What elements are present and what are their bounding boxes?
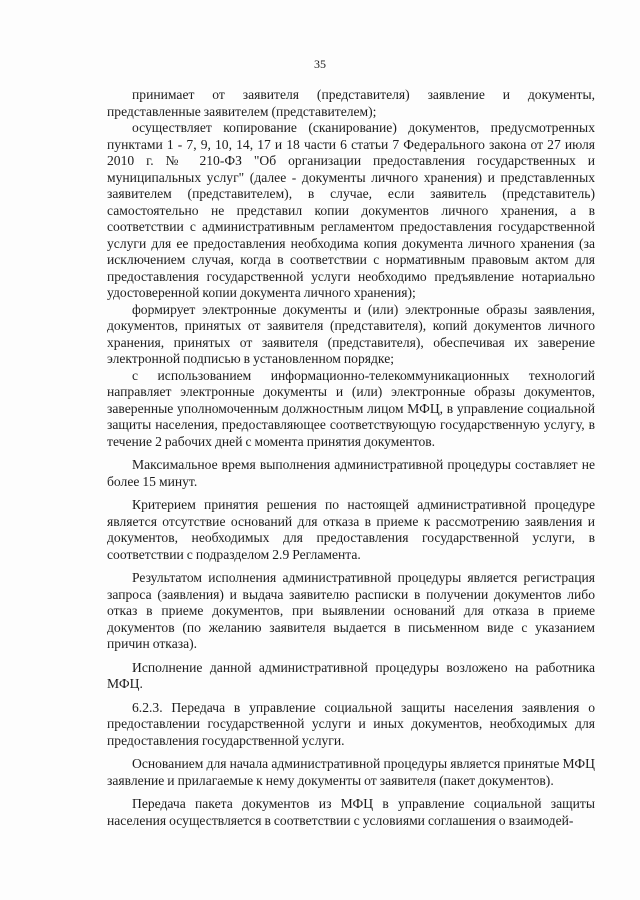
page-number: 35 <box>314 57 326 71</box>
paragraph-receives-documents: принимает от заявителя (представителя) заявление и документы, представленные заявителем (представителем); <box>107 87 595 119</box>
paragraph-decision-criterion: Критерием принятия решения по настоящей административной процедуре является отсутствие оснований для отказа в приеме к рассмотрению заявления и документов, необходимых для предоставления государственной услуги, в соответствии с подразделом 2.9 Регламента. <box>107 497 595 562</box>
paragraph-procedure-result: Результатом исполнения административной процедуры является регистрация запроса (заявления) и выдача заявителю расписки в получении документов либо отказ в приеме документов, при выявлении оснований для отказа в приеме документов (по желанию заявителя выдается в письменном виде с указанием причин отказа). <box>107 570 595 651</box>
paragraph-section-6-2-3: 6.2.3. Передача в управление социальной защиты населения заявления о предоставлении государственной услуги и иных документов, необходимых для предоставления государственной услуги. <box>107 699 595 748</box>
paragraph-responsible-worker: Исполнение данной административной процедуры возложено на работника МФЦ. <box>107 659 595 691</box>
paragraph-package-transfer: Передача пакета документов из МФЦ в управление социальной защиты населения осуществляется в соответствии с условиями соглашения о взаимодей- <box>107 796 595 828</box>
paragraph-sends-electronic-documents: с использованием информационно-телекоммуникационных технологий направляет электронные документы и (или) электронные образы документов, заверенные уполномоченным должностным лицом МФЦ, в управление социальной защиты населения, предоставляющее соответствующую государственную услугу, в течение 2 рабочих дней с момента принятия документов. <box>107 367 595 449</box>
document-body <box>107 87 595 829</box>
paragraph-forms-electronic-documents: формирует электронные документы и (или) электронные образы заявления, документов, принятых от заявителя (представителя), копий документов личного хранения, принятых от заявителя (представителя), обеспечивая их заверение электронной подписью в установленном порядке; <box>107 301 595 366</box>
paragraph-max-time: Максимальное время выполнения административной процедуры составляет не более 15 минут. <box>107 457 595 489</box>
paragraph-copying-documents: осуществляет копирование (сканирование) документов, предусмотренных пунктами 1 - 7, 9, 10, 14, 17 и 18 части 6 статьи 7 Федерального закона от 27 июля 2010 г. № 210-ФЗ "Об организации предоставления государственных и муниципальных услуг" (далее - документы личного хранения) и представленных заявителем (представителем), в случае, если заявитель (представитель) самостоятельно не представил копии документов личного хранения, а в соответствии с административным регламентом предоставления государственной услуги для ее предоставления необходима копия документа личного хранения (за исключением случая, когда в соответствии с нормативным правовым актом для предоставления государственной услуги необходимо предъявление нотариально удостоверенной копии документа личного хранения); <box>107 120 595 300</box>
paragraph-procedure-basis: Основанием для начала административной процедуры является принятые МФЦ заявление и прилагаемые к нему документы от заявителя (пакет документов). <box>107 756 595 788</box>
